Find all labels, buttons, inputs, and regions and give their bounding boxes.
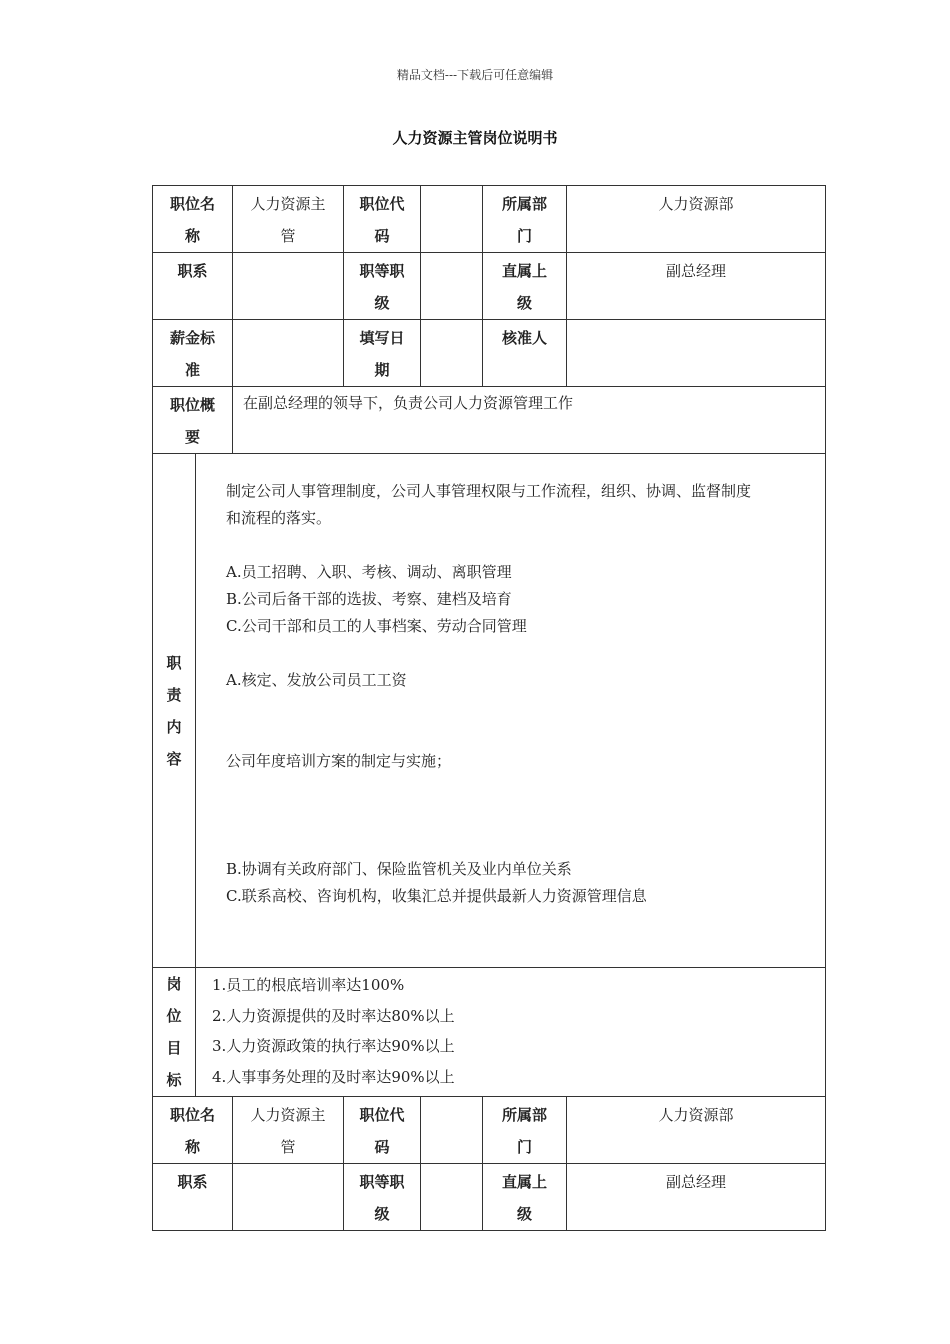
series-value [233,1164,344,1231]
duty-line: B.公司后备干部的选拔、考察、建档及培育 [226,590,512,608]
goal-item: 1.员工的根底培训率达100% [212,976,405,994]
superior-value: 副总经理 [567,253,826,320]
duty-line: A.核定、发放公司员工工资 [226,671,407,689]
grade-value [421,253,483,320]
row-duties [153,454,826,968]
department-value: 人力资源部 [567,1097,826,1164]
duty-line: 和流程的落实。 [226,509,332,527]
goal-item: 2.人力资源提供的及时率达80%以上 [212,1006,455,1025]
row-salary [153,320,826,387]
duty-line: A.员工招聘、入职、考核、调动、离职管理 [226,563,512,581]
row-summary [153,387,826,454]
header-note: 精品文档---下载后可任意编辑 [396,68,554,82]
row-series-repeat [153,1164,826,1231]
goals-content [196,968,826,1097]
grade-value [421,1164,483,1231]
summary-label: 职位概 要 [153,387,233,454]
duty-line: 制定公司人事管理制度，公司人事管理权限与工作流程，组织、协调、监督制度 [226,482,752,500]
department-label: 所属部 门 [483,186,567,253]
duty-line: C.公司干部和员工的人事档案、劳动合同管理 [226,617,527,635]
position-code-label: 职位代 码 [344,186,421,253]
position-name-value: 人力资源主 管 [233,1097,344,1164]
series-label: 职系 [153,253,233,320]
position-code-label: 职位代 码 [344,1097,421,1164]
goal-item: 3.人力资源政策的执行率达90%以上 [212,1037,455,1055]
series-label: 职系 [153,1164,233,1231]
job-description-table [152,185,826,1231]
grade-label: 职等职 级 [344,1164,421,1231]
salary-value [233,320,344,387]
row-position [153,186,826,253]
summary-text: 在副总经理的领导下，负责公司人力资源管理工作 [233,387,826,454]
fill-date-label: 填写日 期 [344,320,421,387]
document-title: 人力资源主管岗位说明书 [392,129,558,147]
row-position-repeat [153,1097,826,1164]
duty-line: B.协调有关政府部门、保险监管机关及业内单位关系 [226,860,572,878]
series-value [233,253,344,320]
duties-content [196,454,826,968]
approver-label: 核准人 [483,320,567,387]
position-name-label: 职位名 称 [153,1097,233,1164]
position-name-label: 职位名 称 [153,186,233,253]
duty-line: C.联系高校、咨询机构，收集汇总并提供最新人力资源管理信息 [226,887,647,905]
department-value: 人力资源部 [567,186,826,253]
salary-label: 薪金标 准 [153,320,233,387]
goal-item: 4.人事事务处理的及时率达90%以上 [212,1067,455,1086]
approver-value [567,320,826,387]
grade-label: 职等职 级 [344,253,421,320]
row-goals [153,968,826,1097]
goals-label: 岗 位 目 标 [153,968,196,1097]
superior-label: 直属上 级 [483,253,567,320]
superior-label: 直属上 级 [483,1164,567,1231]
superior-value: 副总经理 [567,1164,826,1231]
position-name-value: 人力资源主 管 [233,186,344,253]
position-code-value [421,1097,483,1164]
row-series [153,253,826,320]
fill-date-value [421,320,483,387]
duties-label: 职 责 内 容 [153,454,196,968]
duty-line: 公司年度培训方案的制定与实施； [226,752,452,770]
position-code-value [421,186,483,253]
department-label: 所属部 门 [483,1097,567,1164]
